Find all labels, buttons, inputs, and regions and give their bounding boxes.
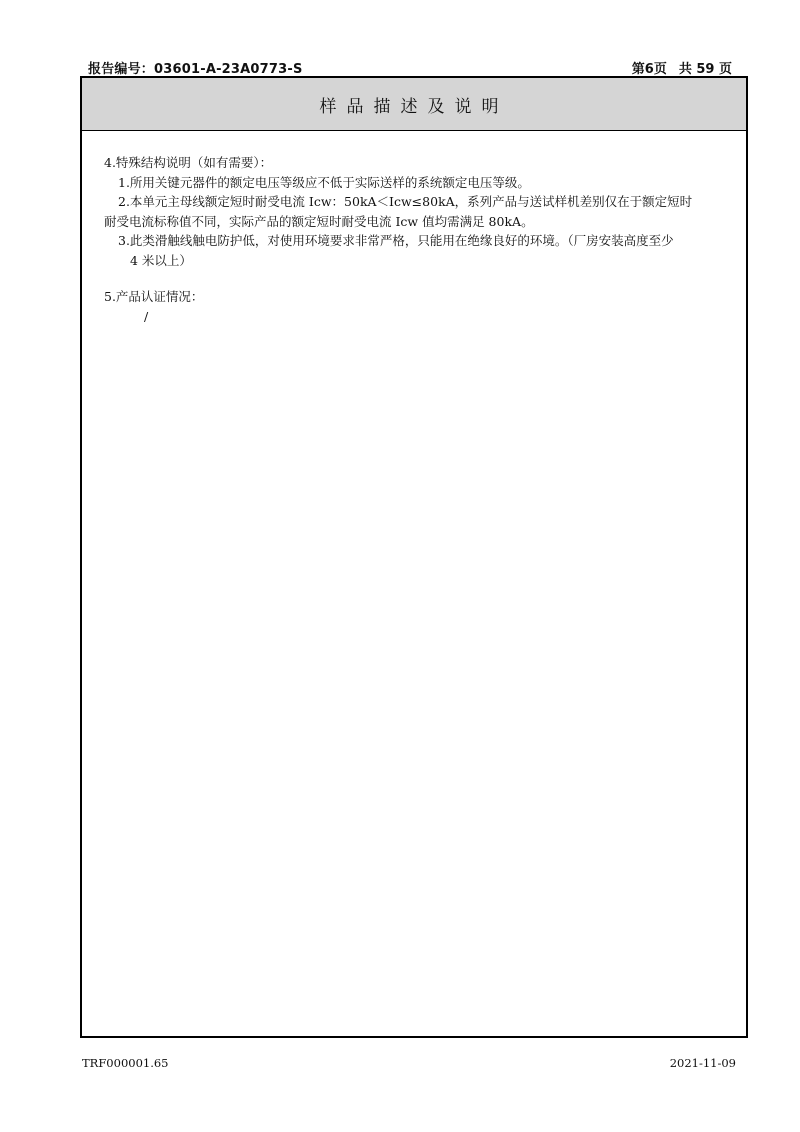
item5-value: / xyxy=(144,308,149,324)
form-code: TRF000001.65 xyxy=(82,1056,169,1070)
item5-heading: 5.产品认证情况： xyxy=(104,289,204,304)
footer-date: 2021-11-09 xyxy=(669,1056,736,1070)
item4-3-line2: 4 米以上） xyxy=(130,252,192,268)
item4-2-line2: 耐受电流标称值不同，实际产品的额定短时耐受电流 Icw 值均需满足 80kA。 xyxy=(104,213,534,229)
page-total: 共 59 页 xyxy=(678,62,732,77)
section-body xyxy=(82,131,746,326)
page-indicator xyxy=(632,58,732,77)
item4-2-line1: 2.本单元主母线额定短时耐受电流 Icw：50kA＜Icw≤80kA，系列产品与送试样机差别仅在于额定短时 xyxy=(118,194,693,209)
item4-3-line1: 3.此类滑触线触电防护低，对使用环境要求非常严格，只能用在绝缘良好的环境。（厂房安装高度至少 xyxy=(118,233,674,248)
section-title: 样品描述及说明 xyxy=(82,78,746,131)
item4-1: 1.所用关键元器件的额定电压等级应不低于实际送样的系统额定电压等级。 xyxy=(118,174,530,190)
report-number: 报告编号：03601-A-23A0773-S xyxy=(88,62,303,77)
content-frame xyxy=(80,76,748,1038)
item4-heading: 4.特殊结构说明（如有需要）： xyxy=(104,155,273,170)
page-current: 第6页 xyxy=(631,62,667,77)
